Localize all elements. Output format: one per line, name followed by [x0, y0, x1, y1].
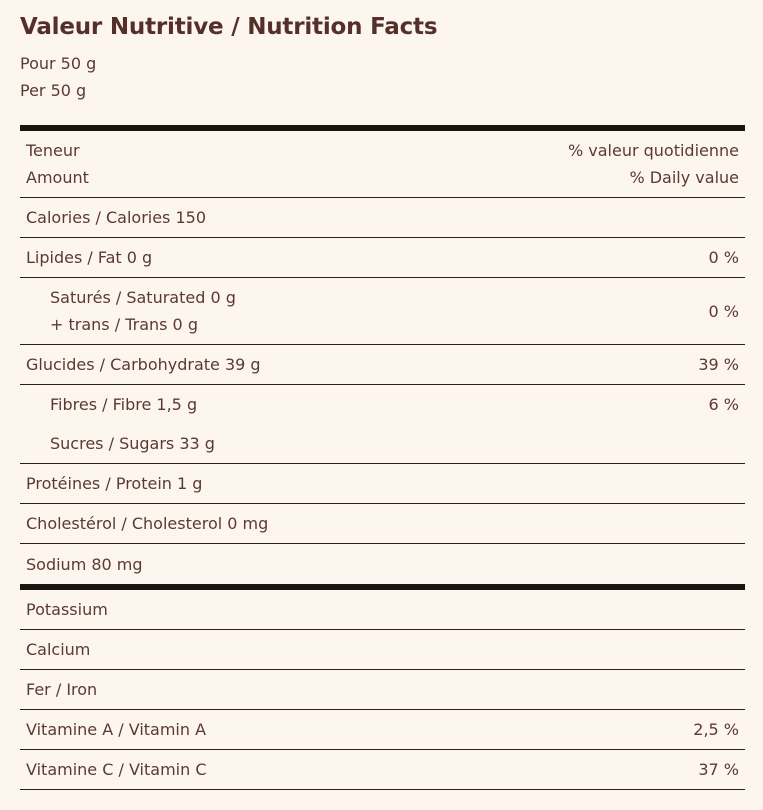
fibre-label: Fibres / Fibre 1,5 g: [50, 395, 198, 414]
potassium-label: Potassium: [26, 600, 108, 619]
protein-row: [20, 464, 745, 504]
serving-size: [20, 50, 745, 104]
fat-label: Lipides / Fat 0 g: [26, 248, 153, 267]
calcium-label: Calcium: [26, 640, 91, 659]
sodium-label: Sodium 80 mg: [26, 554, 143, 574]
amount-label-en: Amount: [26, 168, 89, 187]
sugars-row: [20, 424, 745, 464]
vitamin-a-label: Vitamine A / Vitamin A: [26, 720, 207, 739]
potassium-row: [20, 590, 745, 630]
sugars-label: Sucres / Sugars 33 g: [50, 434, 215, 453]
fibre-dv: 6 %: [708, 395, 739, 414]
fat-dv: 0 %: [708, 248, 739, 267]
vitamin-a-dv: 2,5 %: [693, 720, 739, 739]
fat-row: [20, 238, 745, 278]
cholesterol-label: Cholestérol / Cholesterol 0 mg: [26, 514, 269, 533]
daily-value-label-fr: % valeur quotidienne: [567, 141, 739, 160]
vitamin-a-row: [20, 710, 745, 750]
saturated-trans-row: [20, 278, 745, 345]
vitamin-c-dv: 37 %: [698, 760, 739, 779]
calories-label: Calories / Calories 150: [26, 208, 207, 227]
serving-size-fr: Pour 50 g: [20, 54, 97, 73]
iron-row: [20, 670, 745, 710]
protein-label: Protéines / Protein 1 g: [26, 474, 203, 493]
serving-size-en: Per 50 g: [20, 81, 87, 100]
trans-label: + trans / Trans 0 g: [50, 315, 198, 334]
sodium-row: [20, 544, 745, 584]
vitamin-c-label: Vitamine C / Vitamin C: [26, 760, 207, 779]
panel-title: Valeur Nutritive / Nutrition Facts: [20, 14, 438, 40]
amount-label-fr: Teneur: [26, 141, 80, 160]
calcium-row: [20, 630, 745, 670]
daily-value-label-en: % Daily value: [629, 168, 739, 187]
carbohydrate-row: [20, 345, 745, 385]
carbohydrate-dv: 39 %: [698, 355, 739, 374]
saturated-dv: 0 %: [708, 301, 739, 321]
carbohydrate-label: Glucides / Carbohydrate 39 g: [26, 355, 261, 374]
table-header-row: [20, 131, 745, 198]
iron-label: Fer / Iron: [26, 680, 98, 699]
cholesterol-row: [20, 504, 745, 544]
saturated-label: Saturés / Saturated 0 g: [50, 288, 236, 307]
vitamin-c-row: [20, 750, 745, 790]
fibre-row: [20, 385, 745, 424]
calories-row: [20, 198, 745, 238]
